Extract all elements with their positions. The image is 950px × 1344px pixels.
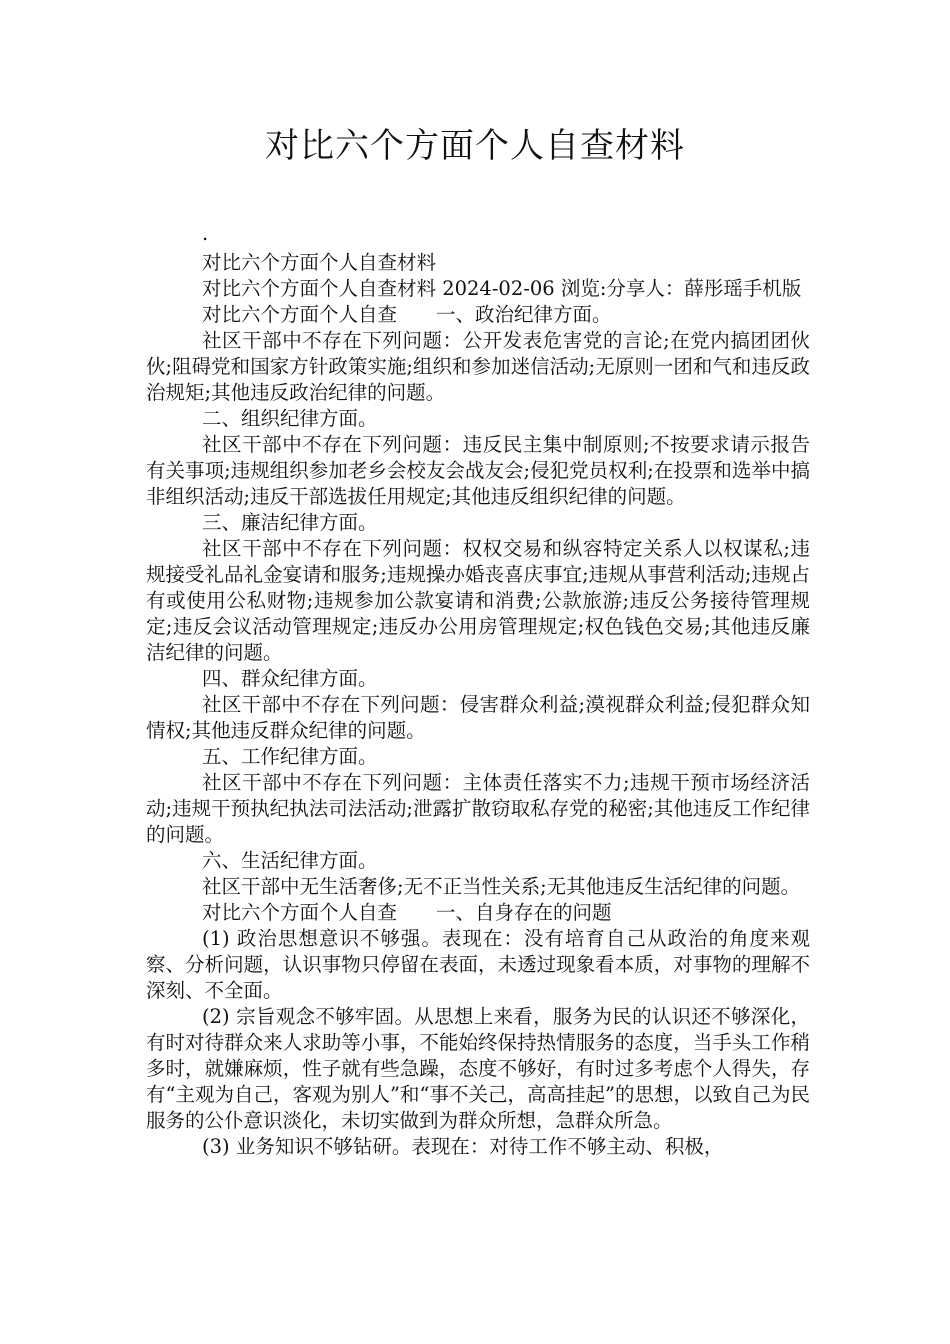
document-body [146, 224, 810, 1160]
paragraph-mass: 社区干部中不存在下列问题：侵害群众利益;漠视群众利益;侵犯群众知情权;其他违反群众纪律的问题。 [146, 693, 810, 742]
paragraph-organizational: 社区干部中不存在下列问题：违反民主集中制原则;不按要求请示报告有关事项;违规组织参加老乡会校友会战友会;侵犯党员权利;在投票和选举中搞非组织活动;违反干部选拔任用规定;其他违反组织纪律的问题。 [146, 433, 810, 508]
paragraph-problem-3: (3) 业务知识不够钻研。表现在：对待工作不够主动、积极， [202, 1135, 724, 1158]
paragraph-meta: 对比六个方面个人自查材料 2024-02-06 浏览:分享人：薛彤瑶手机版 [202, 277, 802, 300]
paragraph-life: 社区干部中无生活奢侈;无不正当性关系;无其他违反生活纪律的问题。 [202, 875, 801, 898]
paragraph-marker: . [202, 222, 209, 245]
section-heading-organizational: 二、组织纪律方面。 [202, 407, 378, 430]
paragraph-integrity: 社区干部中不存在下列问题：权权交易和纵容特定关系人以权谋私;违规接受礼品礼金宴请和服务;违规操办婚丧喜庆事宜;违规从事营利活动;违规占有或使用公私财物;违规参加公款宴请和消费;公款旅游;违反公务接待管理规定;违反会议活动管理规定;违反办公用房管理规定;权色钱色交易;其他违反廉洁纪律的问题。 [146, 537, 810, 664]
section-heading-work: 五、工作纪律方面。 [202, 745, 378, 768]
section-heading-life: 六、生活纪律方面。 [202, 849, 378, 872]
paragraph-problem-2: (2) 宗旨观念不够牢固。从思想上来看，服务为民的认识还不够深化，有时对待群众来人求助等小事，不能始终保持热情服务的态度，当手头工作稍多时，就嫌麻烦，性子就有些急躁，态度不够好，有时过多考虑个人得失，存有“主观为自己，客观为别人”和“事不关己，高高挂起”的思想，以致自己为民服务的公仆意识淡化，未切实做到为群众所想，急群众所急。 [146, 1005, 810, 1132]
section-heading-mass: 四、群众纪律方面。 [202, 667, 378, 690]
paragraph-subtitle: 对比六个方面个人自查材料 [202, 251, 437, 274]
paragraph-work: 社区干部中不存在下列问题：主体责任落实不力;违规干预市场经济活动;违规干预执纪执法司法活动;泄露扩散窃取私存党的秘密;其他违反工作纪律的问题。 [146, 771, 810, 846]
document-title: 对比六个方面个人自查材料 [265, 126, 685, 166]
paragraph-problem-1: (1) 政治思想意识不够强。表现在：没有培育自己从政治的角度来观察、分析问题，认识事物只停留在表面，未透过现象看本质，对事物的理解不深刻、不全面。 [146, 927, 810, 1002]
section-heading-integrity: 三、廉洁纪律方面。 [202, 511, 378, 534]
paragraph-political: 社区干部中不存在下列问题：公开发表危害党的言论;在党内搞团团伙伙;阻碍党和国家方针政策实施;组织和参加迷信活动;无原则一团和气和违反政治规矩;其他违反政治纪律的问题。 [146, 329, 810, 404]
section-heading-political: 对比六个方面个人自查 一、政治纪律方面。 [202, 303, 612, 326]
section-heading-problems: 对比六个方面个人自查 一、自身存在的问题 [202, 901, 612, 924]
